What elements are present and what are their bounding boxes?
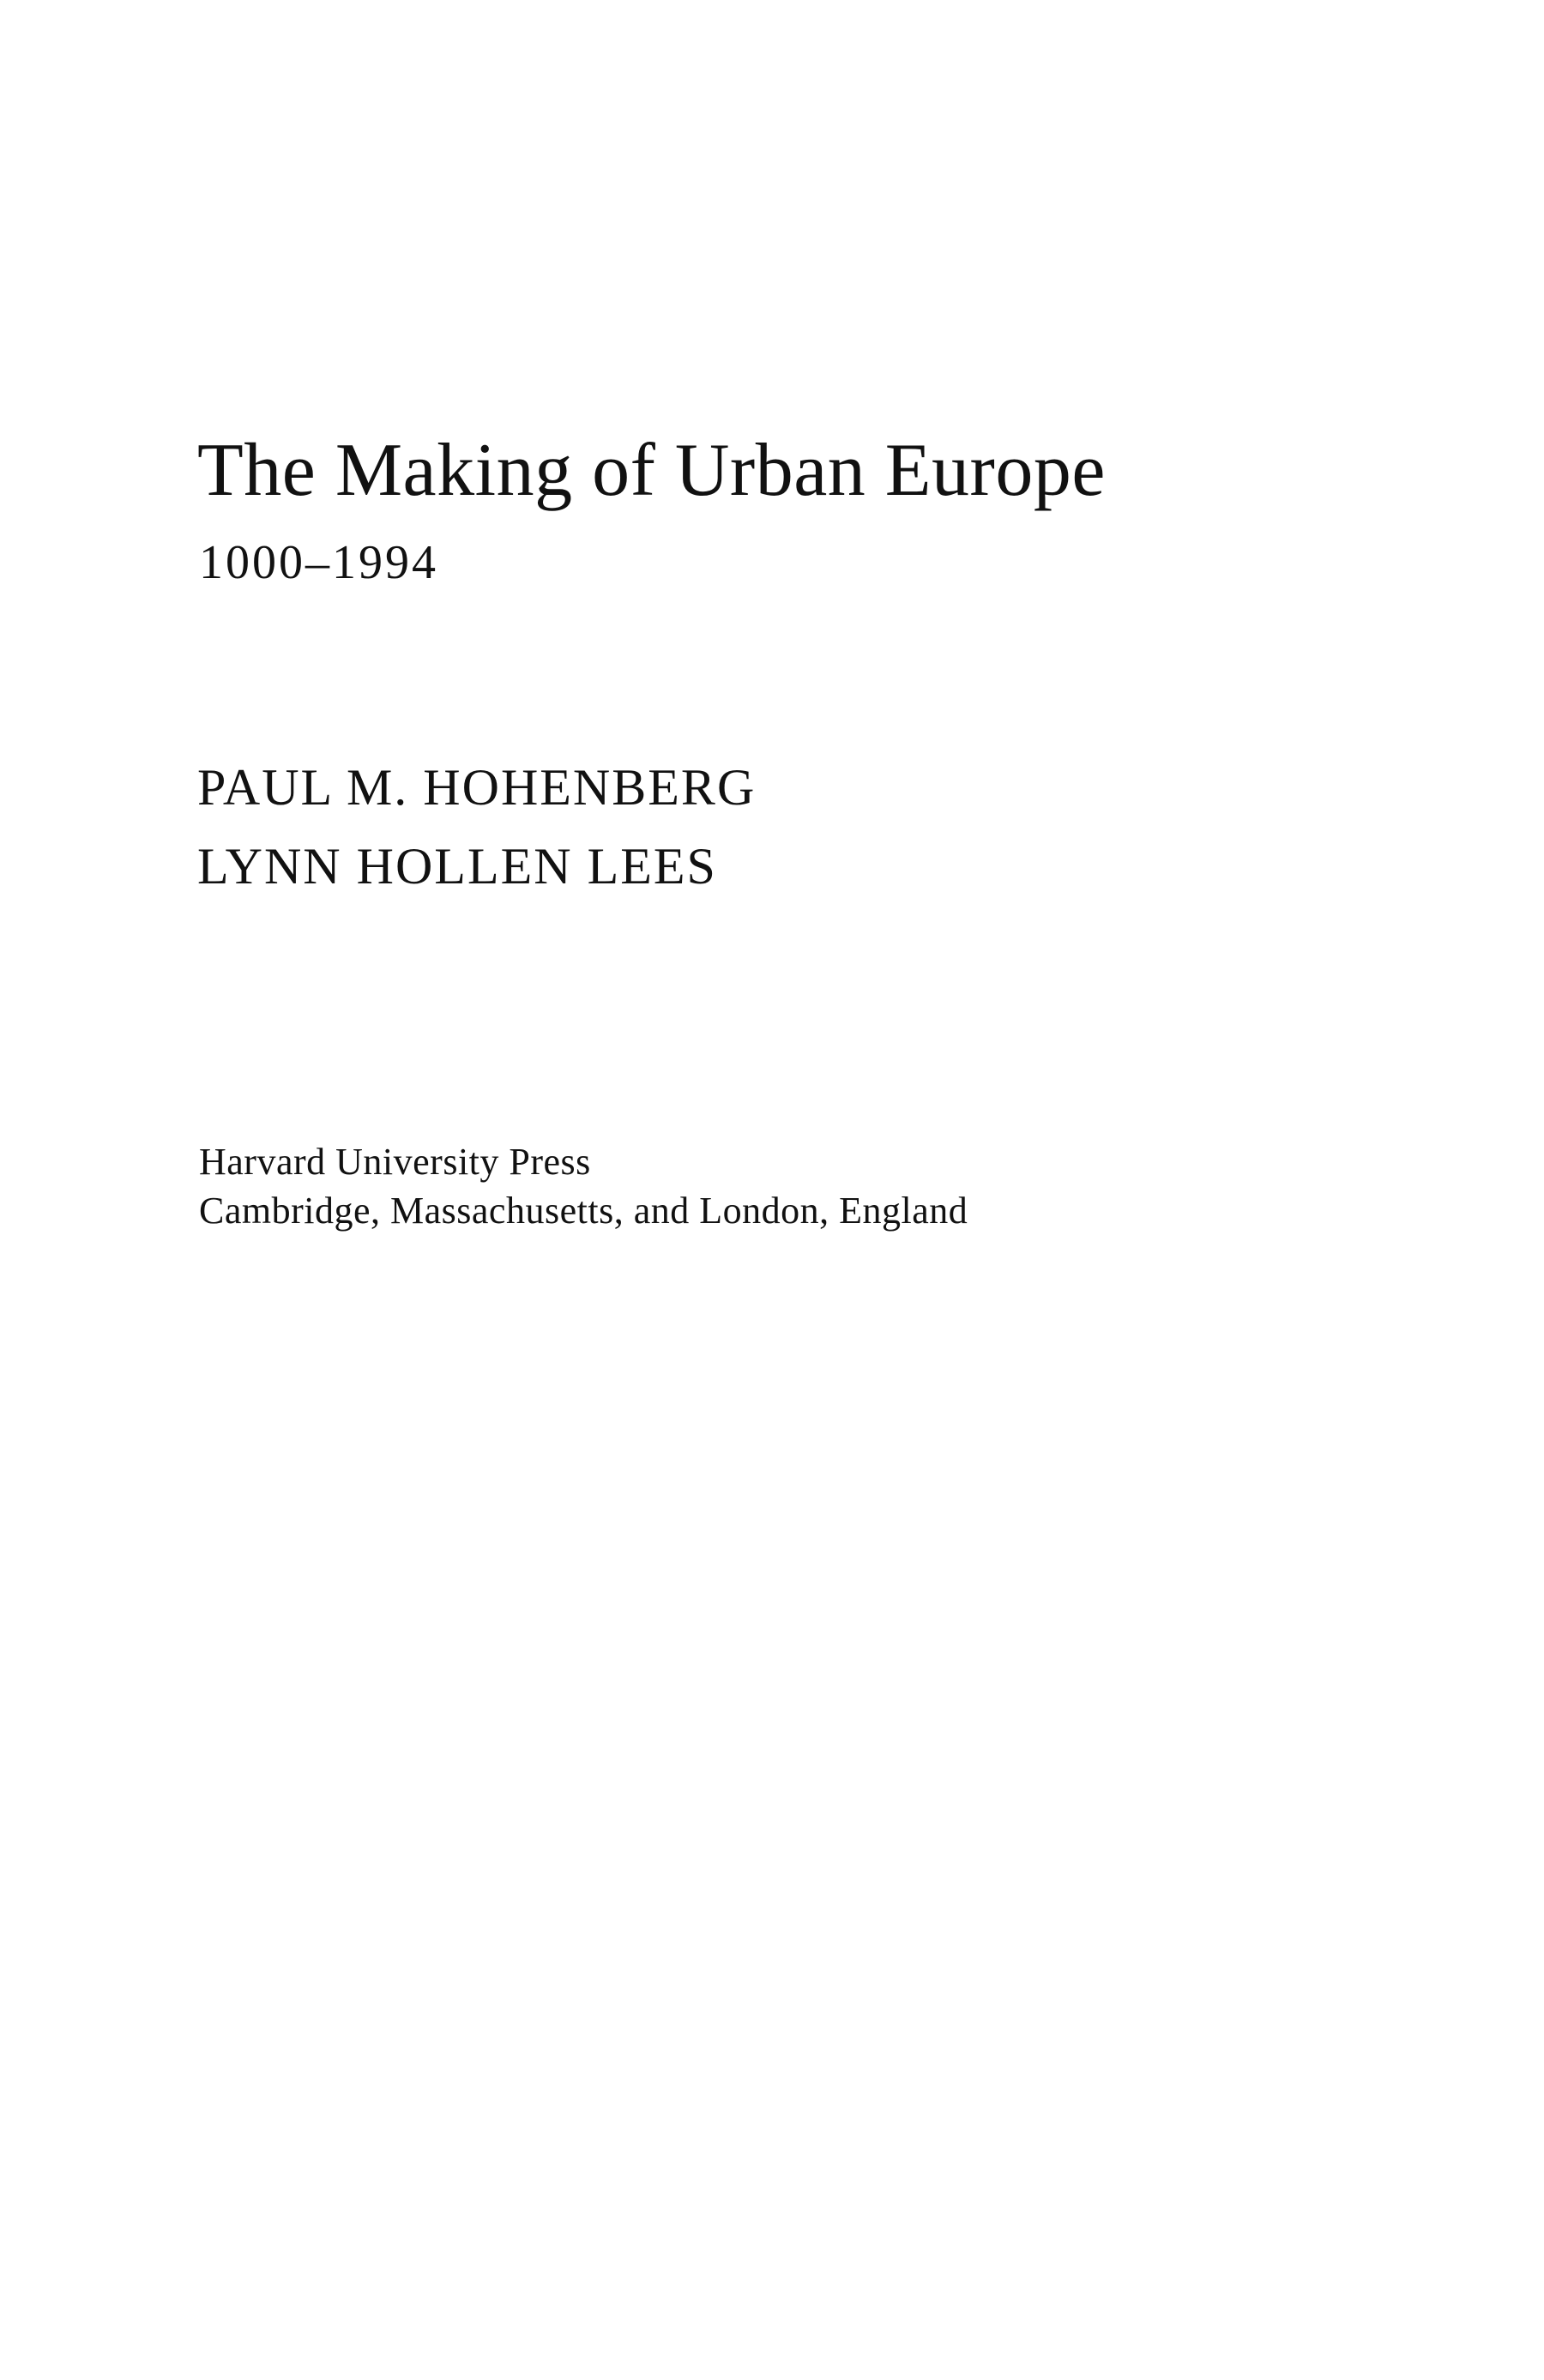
book-date-range: 1000–1994 bbox=[199, 536, 438, 589]
book-title: The Making of Urban Europe bbox=[197, 429, 1106, 512]
publisher-place: Cambridge, Massachusetts, and London, England bbox=[199, 1190, 968, 1232]
author-name: LYNN HOLLEN LEES bbox=[197, 838, 717, 895]
author-name: PAUL M. HOHENBERG bbox=[197, 759, 757, 816]
publisher-name: Harvard University Press bbox=[199, 1141, 591, 1183]
